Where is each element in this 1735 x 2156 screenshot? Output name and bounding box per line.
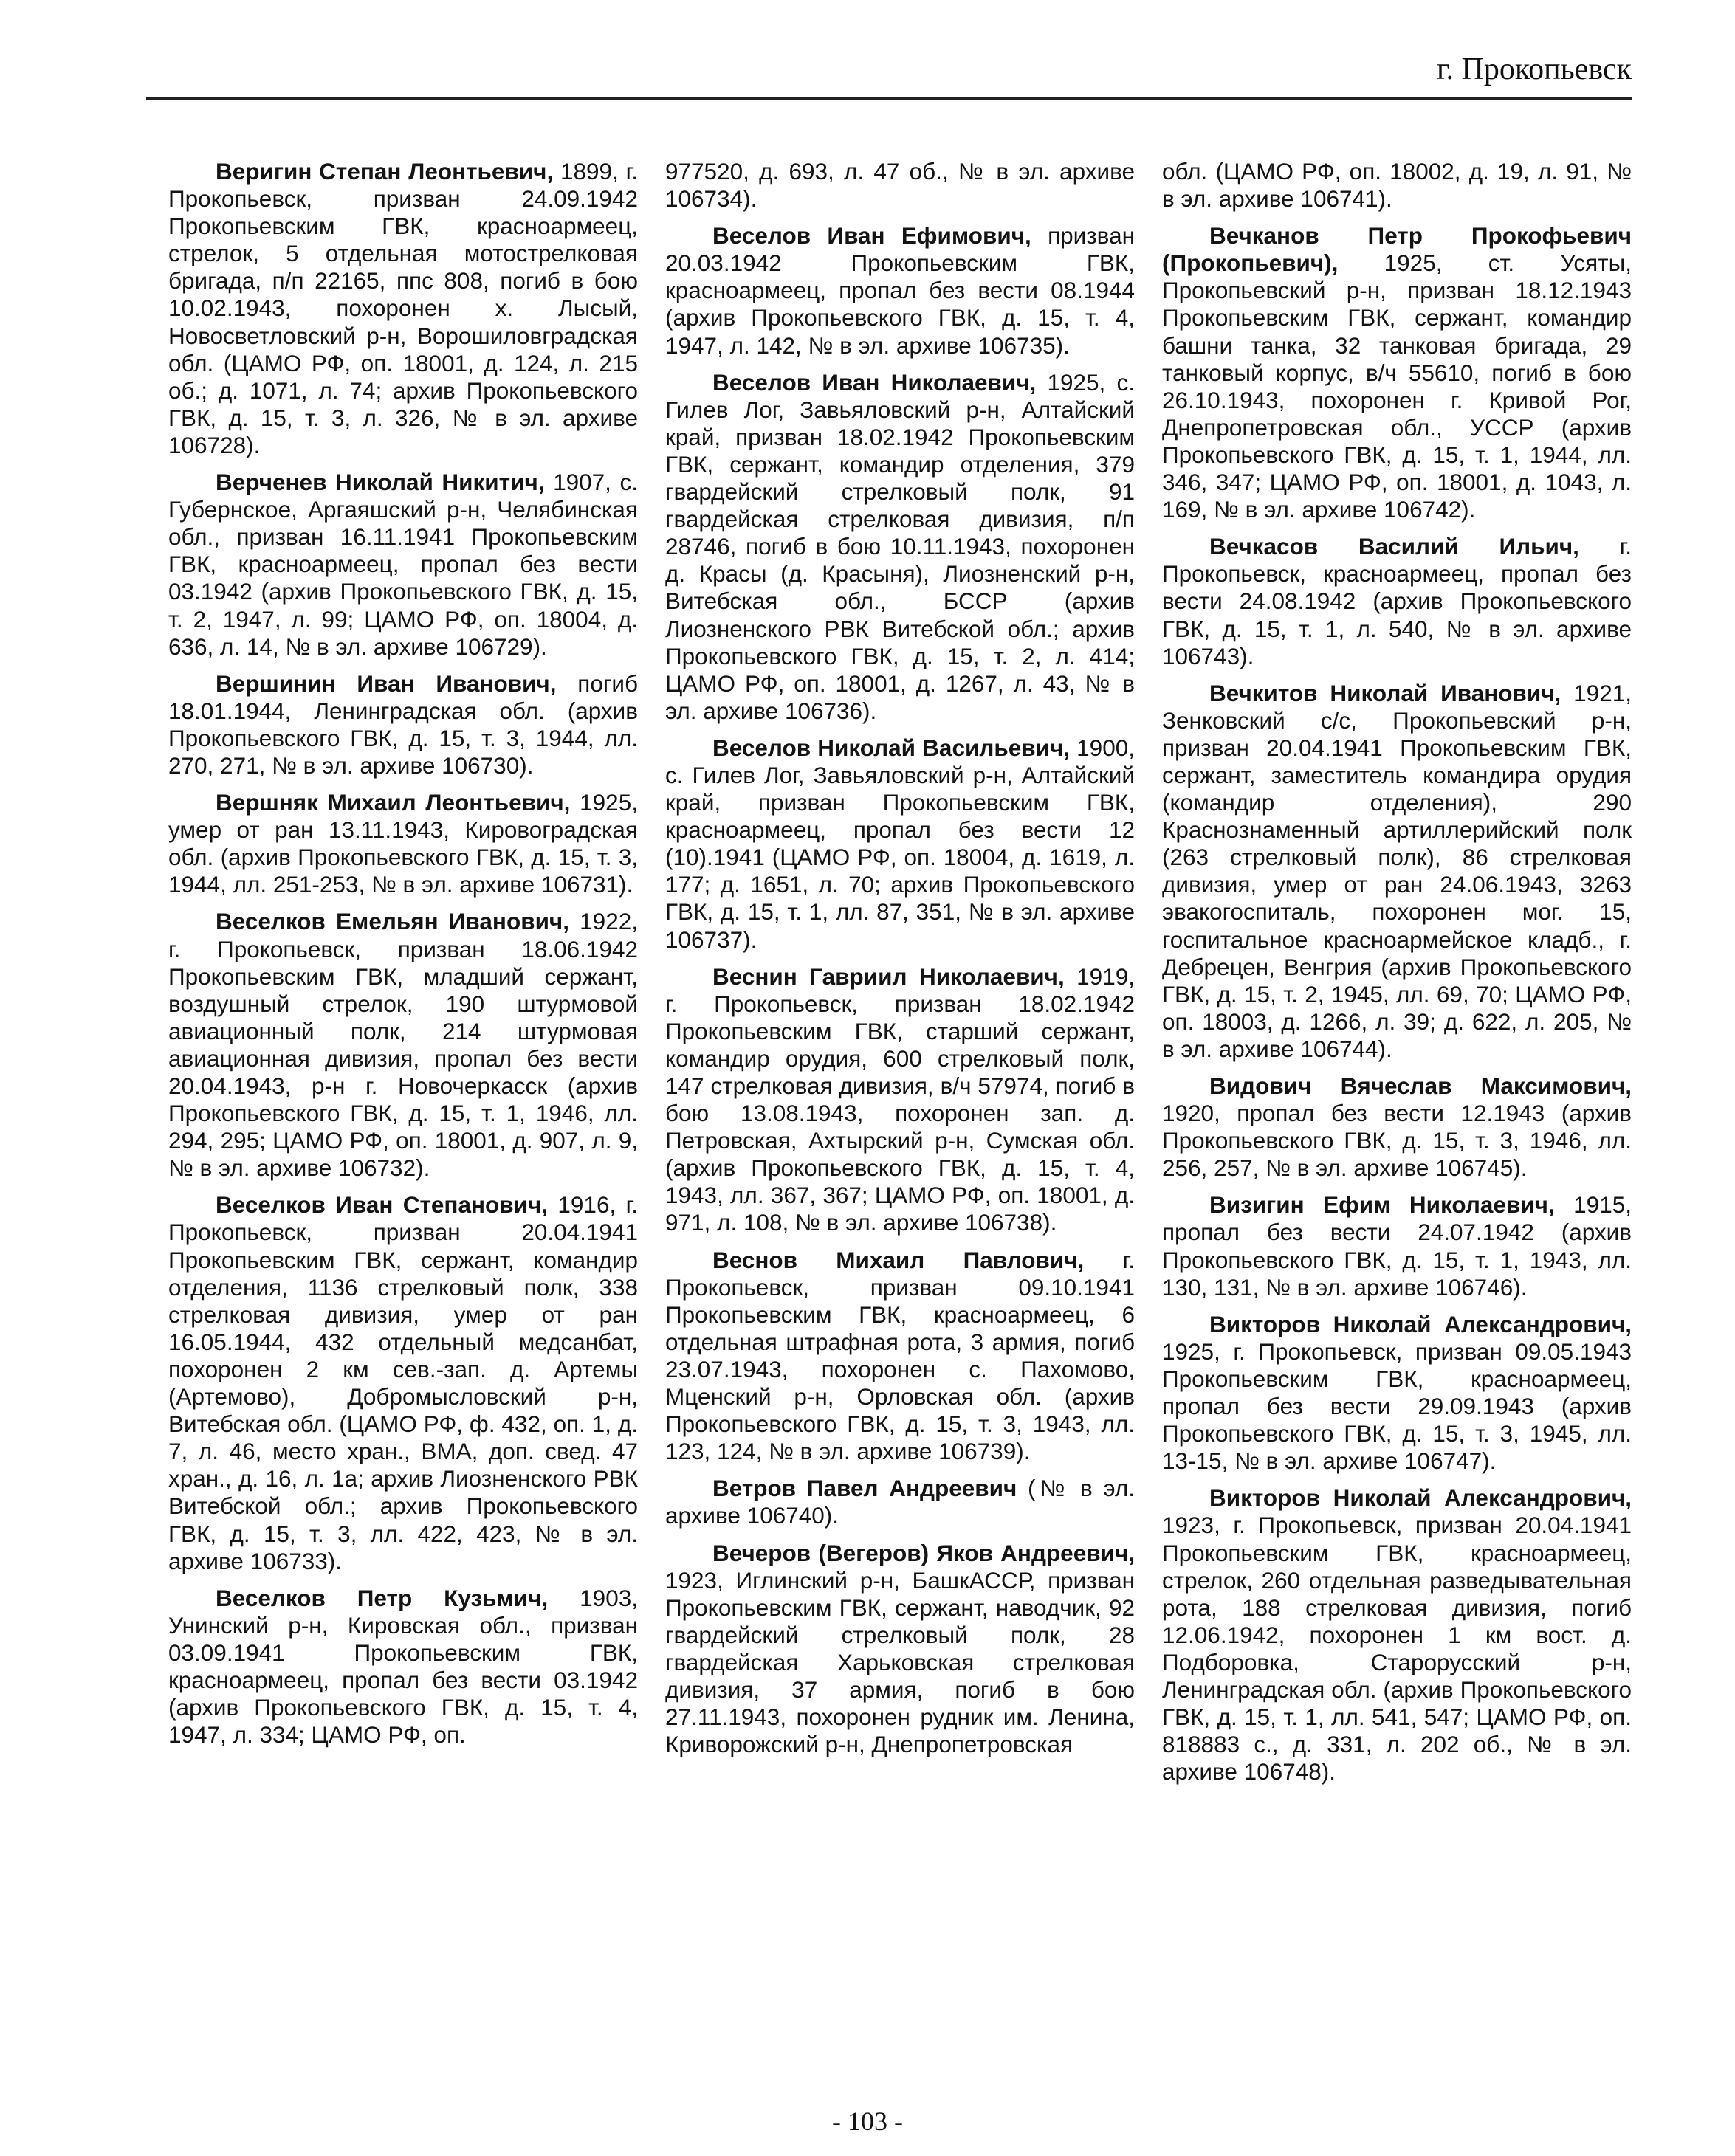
entry-name: Вершинин Иван Иванович,	[216, 669, 557, 697]
entry-text: 977520, д. 693, л. 47 об., № в эл. архиве 106734).	[665, 158, 1135, 213]
entry-text: погиб 18.01.1944, Ленинградская обл. (архив Прокопьевского ГВК, д. 15, т. 3, 1944, лл. 270, 271, № в эл. архиве 106730).	[168, 669, 638, 779]
entry-name: Веригин Степан Леонтьевич,	[216, 158, 554, 185]
entry-name: Вечкасов Василий Ильич,	[1209, 533, 1579, 560]
entry-name: Видович Вячеслав Максимович,	[1209, 1072, 1632, 1099]
entry	[168, 789, 638, 898]
entry-text: 1919, г. Прокопьевск, призван 18.02.1942 Прокопьевским ГВК, старший сержант, командир орудия, 600 стрелковый полк, 147 стрелковая дивизия, в/ч 57974, погиб в бою 13.08.1943, похоронен зап. д. Петровская, Ахтырский р-н, Сумская обл. (архив Прокопьевского ГВК, д. 15, т. 4, 1943, лл. 367, 367; ЦАМО РФ, оп. 18001, д. 971, л. 108, № в эл. архиве 106738).	[665, 962, 1135, 1236]
entry-text: 1925, ст. Усяты, Прокопьевский р-н, призван 18.12.1943 Прокопьевским ГВК, сержант, командир башни танка, 32 танковая бригада, 29 танковый корпус, в/ч 55610, погиб в бою 26.10.1943, похоронен г. Кривой Рог, Днепропетровская обл., УССР (архив Прокопьевского ГВК, д. 15, т. 1, 1944, лл. 346, 347; ЦАМО РФ, оп. 18001, д. 1043, л. 169, № в эл. архиве 106742).	[1162, 249, 1632, 523]
entry	[665, 369, 1135, 725]
entry	[168, 469, 638, 661]
entry-text: 1925, г. Прокопьевск, призван 09.05.1943 Прокопьевским ГВК, красноармеец, пропал без вести 29.09.1943 (архив Прокопьевского ГВК, д. 15, т. 3, 1945, лл. 13-15, № в эл. архиве 106747).	[1162, 1337, 1632, 1475]
entry	[168, 158, 638, 459]
entry-text: 1907, с. Губернское, Аргаяшский р-н, Челябинская обл., призван 16.11.1941 Прокопьевским ГВК, красноармеец, пропал без вести 03.1942 (архив Прокопьевского ГВК, д. 15, т. 2, 1947, л. 99; ЦАМО РФ, оп. 18004, д. 636, л. 14, № в эл. архиве 106729).	[168, 469, 638, 660]
entry-name: Веселов Иван Николаевич,	[712, 368, 1037, 396]
entry	[1162, 222, 1632, 523]
entry-text: 1923, Иглинский р-н, БашкАССР, призван Прокопьевским ГВК, сержант, наводчик, 92 гвардейский стрелковый полк, 28 гвардейская Харьковская стрелковая дивизия, 37 армия, погиб в бою 27.11.1943, похоронен рудник им. Ленина, Криворожский р-н, Днепропетровская	[665, 1566, 1135, 1758]
entry-text: 1922, г. Прокопьевск, призван 18.06.1942 Прокопьевским ГВК, младший сержант, воздушный стрелок, 190 штурмовой авиационный полк, 214 штурмовая авиационная дивизия, пропал без вести 20.04.1943, р-н г. Новочеркасск (архив Прокопьевского ГВК, д. 15, т. 1, 1946, лл. 294, 295; ЦАМО РФ, оп. 18001, д. 907, л. 9, № в эл. архиве 106732).	[168, 908, 638, 1182]
running-header: г. Прокопьевск	[1437, 52, 1632, 86]
entry	[665, 1247, 1135, 1466]
entry-name: Вечкитов Николай Иванович,	[1209, 679, 1562, 706]
entry-name: Викторов Николай Александрович,	[1209, 1484, 1632, 1512]
entry	[665, 222, 1135, 359]
entry-text: (№ в эл. архиве 106740).	[665, 1475, 1135, 1529]
entry-name: Веселков Емельян Иванович,	[216, 908, 569, 935]
entry-name: Веснов Михаил Павлович,	[712, 1246, 1085, 1273]
entry	[1162, 1072, 1632, 1182]
entry-text: 1915, пропал без вести 24.07.1942 (архив Прокопьевского ГВК, д. 15, т. 1, 1943, лл. 130, 131, № в эл. архиве 106746).	[1162, 1191, 1632, 1301]
text-columns	[168, 158, 1632, 2047]
entry	[168, 670, 638, 779]
entry	[1162, 680, 1632, 1063]
entry	[168, 1191, 638, 1574]
entry-name: Веселов Николай Васильевич,	[712, 734, 1071, 761]
entry-name: Вершняк Михаил Леонтьевич,	[216, 789, 571, 816]
entry-text: 1925, с. Гилев Лог, Завьяловский р-н, Алтайский край, призван 18.02.1942 Прокопьевским ГВК, сержант, командир отделения, 379 гвардейский стрелковый полк, 91 гвардейская стрелковая дивизия, п/п 28746, погиб в бою 10.11.1943, похоронен д. Красы (д. Красыня), Лиозненский р-н, Витебская обл., БССР (архив Лиозненского РВК Витебской обл.; архив Прокопьевского ГВК, д. 15, т. 2, л. 414; ЦАМО РФ, оп. 18001, д. 1267, л. 43, № в эл. архиве 106736).	[665, 368, 1135, 724]
entry-name: Веселков Петр Кузьмич,	[216, 1584, 549, 1611]
entry	[1162, 1484, 1632, 1785]
column-2	[665, 158, 1135, 2047]
entry-text: 1903, Унинский р-н, Кировская обл., призван 03.09.1941 Прокопьевским ГВК, красноармеец, пропал без вести 03.1942 (архив Прокопьевского ГВК, д. 15, т. 4, 1947, л. 334; ЦАМО РФ, оп.	[168, 1584, 638, 1749]
entry-name: Веселов Иван Ефимович,	[712, 222, 1031, 249]
entry-name: Веселков Иван Степанович,	[216, 1191, 549, 1219]
entry	[665, 1540, 1135, 1759]
entry	[168, 1585, 638, 1749]
entry	[665, 963, 1135, 1237]
header-rule	[146, 97, 1632, 100]
entry	[1162, 1191, 1632, 1301]
entry-text: 1925, умер от ран 13.11.1943, Кировоградская обл. (архив Прокопьевского ГВК, д. 15, т. 3, 1944, лл. 251-253, № в эл. архиве 106731).	[168, 789, 638, 898]
entry-text: 1916, г. Прокопьевск, призван 20.04.1941 Прокопьевским ГВК, сержант, командир отделения, 1136 стрелковый полк, 338 стрелковая дивизия, умер от ран 16.05.1944, 432 отдельный медсанбат, похоронен 2 км сев.-зап. д. Артемы (Артемово), Добромысловский р-н, Витебская обл. (ЦАМО РФ, ф. 432, оп. 1, д. 7, л. 46, место хран., ВМА, доп. свед. 47 хран., д. 16, л. 1а; архив Лиозненского РВК Витебской обл.; архив Прокопьевского ГВК, д. 15, т. 3, лл. 422, 423, № в эл. архиве 106733).	[168, 1191, 638, 1574]
column-1	[168, 158, 638, 2047]
entry-name: Вечеров (Вегеров) Яков Андреевич,	[712, 1539, 1135, 1566]
entry	[168, 908, 638, 1182]
entry-text: обл. (ЦАМО РФ, оп. 18002, д. 19, л. 91, № в эл. архиве 106741).	[1162, 158, 1632, 213]
entry-text: 1900, с. Гилев Лог, Завьяловский р-н, Алтайский край, призван Прокопьевским ГВК, красноармеец, пропал без вести 12 (10).1941 (ЦАМО РФ, оп. 18004, д. 1619, л. 177; д. 1651, л. 70; архив Прокопьевского ГВК, д. 15, т. 1, лл. 87, 351, № в эл. архиве 106737).	[665, 734, 1135, 953]
entry	[1162, 1311, 1632, 1475]
entry-text: призван 20.03.1942 Прокопьевским ГВК, красноармеец, пропал без вести 08.1944 (архив Прокопьевского ГВК, д. 15, т. 4, 1947, л. 142, № в эл. архиве 106735).	[665, 222, 1135, 359]
entry-text: 1921, Зенковский с/с, Прокопьевский р-н, призван 20.04.1941 Прокопьевским ГВК, сержант, заместитель командира орудия (командир отделения), 290 Краснознаменный артиллерийский полк (263 стрелковый полк), 86 стрелковая дивизия, умер от ран 24.06.1943, 3263 эвакогоспиталь, похоронен мог. 15, госпитальное красноармейское кладб., г. Дебрецен, Венгрия (архив Прокопьевского ГВК, д. 15, т. 2, 1945, лл. 69, 70; ЦАМО РФ, оп. 18003, д. 1266, л. 39; д. 622, л. 205, № в эл. архиве 106744).	[1162, 679, 1632, 1062]
entry-text: 1920, пропал без вести 12.1943 (архив Прокопьевского ГВК, д. 15, т. 3, 1946, лл. 256, 257, № в эл. архиве 106745).	[1162, 1100, 1632, 1182]
entry-text: 1923, г. Прокопьевск, призван 20.04.1941 Прокопьевским ГВК, красноармеец, стрелок, 260 отдельная разведывательная рота, 188 стрелковая дивизия, погиб 12.06.1942, похоронен 1 км вост. д. Подборовка, Старорусский р-н, Ленинградская обл. (архив Прокопьевского ГВК, д. 15, т. 1, лл. 541, 547; ЦАМО РФ, оп. 818883 с., д. 331, л. 202 об., № в эл. архиве 106748).	[1162, 1512, 1632, 1785]
entry-name: Верченев Николай Никитич,	[216, 469, 545, 496]
page-number: - 103 -	[832, 2107, 903, 2136]
entry	[665, 734, 1135, 954]
entry-name: Визигин Ефим Николаевич,	[1209, 1191, 1555, 1219]
entry-name: Ветров Павел Андреевич	[712, 1475, 1017, 1502]
entry	[1162, 158, 1632, 213]
entry-text: г. Прокопьевск, красноармеец, пропал без вести 24.08.1942 (архив Прокопьевского ГВК, д. 15, т. 1, л. 540, № в эл. архиве 106743).	[1162, 533, 1632, 669]
entry-text: г. Прокопьевск, призван 09.10.1941 Прокопьевским ГВК, красноармеец, 6 отдельная штрафная рота, 3 армия, погиб 23.07.1943, похоронен с. Пахомово, Мценский р-н, Орловская обл. (архив Прокопьевского ГВК, д. 15, т. 3, 1943, лл. 123, 124, № в эл. архиве 106739).	[665, 1246, 1135, 1465]
entry-name: Вечканов Петр Прокофьевич (Прокопьевич),	[1162, 222, 1632, 277]
entry-text: 1899, г. Прокопьевск, призван 24.09.1942 Прокопьевским ГВК, красноармеец, стрелок, 5 отдельная мотострелковая бригада, п/п 22165, ппс 808, погиб в бою 10.02.1943, похоронен х. Лысый, Новосветловский р-н, Ворошиловградская обл. (ЦАМО РФ, оп. 18001, д. 124, л. 215 об.; д. 1071, л. 74; архив Прокопьевского ГВК, д. 15, т. 3, л. 326, № в эл. архиве 106728).	[168, 158, 638, 458]
column-3	[1162, 158, 1632, 2047]
entry-name: Викторов Николай Александрович,	[1209, 1310, 1632, 1337]
entry	[665, 158, 1135, 213]
entry	[665, 1475, 1135, 1529]
entry-name: Веснин Гавриил Николаевич,	[712, 962, 1065, 990]
entry	[1162, 533, 1632, 669]
